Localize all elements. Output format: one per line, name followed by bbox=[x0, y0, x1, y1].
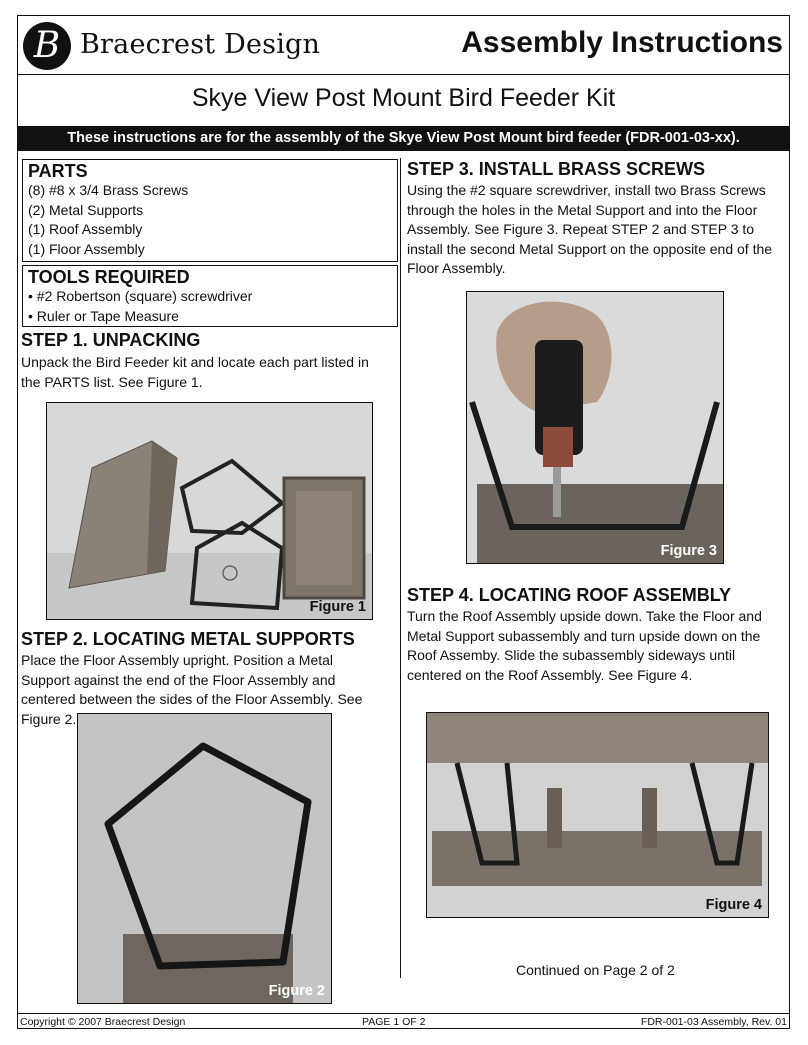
step-2-title: STEP 2. LOCATING METAL SUPPORTS bbox=[21, 629, 355, 649]
document-title: Assembly Instructions bbox=[461, 26, 783, 59]
step-3-text: Using the #2 square screwdriver, install two Brass Screws through the holes in the Metal Support and into the Floor Assembly. See Figure 3. Repeat STEP 2 and STEP 3 to install the second Metal Support on the opposite end of the Floor Assembly. bbox=[407, 182, 773, 276]
footer-page-number: PAGE 1 OF 2 bbox=[362, 1016, 426, 1028]
column-divider bbox=[400, 158, 401, 978]
step-2-text: Place the Floor Assembly upright. Position a Metal Support against the end of the Floor Assembly and centered between the sides of the Floor Assembly. See Figure 2. bbox=[21, 652, 363, 727]
header bbox=[18, 16, 789, 76]
tools-item: • Ruler or Tape Measure bbox=[28, 307, 179, 324]
figure-3-caption: Figure 3 bbox=[660, 543, 717, 559]
parts-title: PARTS bbox=[28, 161, 88, 181]
figure-1 bbox=[46, 402, 373, 620]
parts-box bbox=[22, 159, 398, 262]
step-1-text: Unpack the Bird Feeder kit and locate each part listed in the PARTS list. See Figure 1. bbox=[21, 354, 369, 390]
tools-box bbox=[22, 265, 398, 327]
header-rule bbox=[18, 74, 789, 75]
figure-2-photo bbox=[78, 714, 332, 1004]
figure-3 bbox=[466, 291, 724, 564]
parts-item: (1) Floor Assembly bbox=[28, 240, 145, 257]
parts-item: (1) Roof Assembly bbox=[28, 221, 143, 237]
figure-3-photo bbox=[467, 292, 724, 564]
footer-doc-id: FDR-001-03 Assembly, Rev. 01 bbox=[640, 1016, 787, 1028]
figure-1-photo bbox=[47, 403, 373, 620]
brand-name: Braecrest Design bbox=[80, 29, 321, 60]
figure-2-caption: Figure 2 bbox=[268, 983, 325, 999]
brand-logo: B bbox=[23, 22, 71, 70]
footer-rule bbox=[18, 1013, 789, 1014]
parts-item: (8) #8 x 3/4 Brass Screws bbox=[28, 182, 189, 198]
instruction-page bbox=[17, 15, 790, 1029]
instructions-banner: These instructions are for the assembly of the Skye View Post Mount bird feeder (FDR-001-03-xx). bbox=[18, 126, 789, 151]
figure-4-caption: Figure 4 bbox=[705, 897, 762, 913]
figure-4 bbox=[426, 712, 769, 918]
figure-2 bbox=[77, 713, 332, 1004]
product-title: Skye View Post Mount Bird Feeder Kit bbox=[191, 84, 616, 112]
parts-item: (2) Metal Supports bbox=[28, 201, 144, 218]
figure-4-photo bbox=[427, 713, 769, 918]
continued-note: Continued on Page 2 of 2 bbox=[516, 962, 675, 978]
footer-copyright: Copyright © 2007 Braecrest Design bbox=[20, 1016, 186, 1028]
step-4-text: Turn the Roof Assembly upside down. Take the Floor and Metal Support subassembly and turn upside down on the Roof Assemby. Slide the subassembly sideways until centered on the Roof Assembly. See Figure 4. bbox=[407, 608, 762, 683]
tools-item: • #2 Robertson (square) screwdriver bbox=[28, 288, 253, 304]
step-1-title: STEP 1. UNPACKING bbox=[21, 330, 201, 350]
step-3-title: STEP 3. INSTALL BRASS SCREWS bbox=[407, 159, 706, 179]
tools-title: TOOLS REQUIRED bbox=[28, 267, 190, 287]
figure-1-caption: Figure 1 bbox=[309, 599, 366, 615]
step-4-title: STEP 4. LOCATING ROOF ASSEMBLY bbox=[407, 585, 732, 605]
